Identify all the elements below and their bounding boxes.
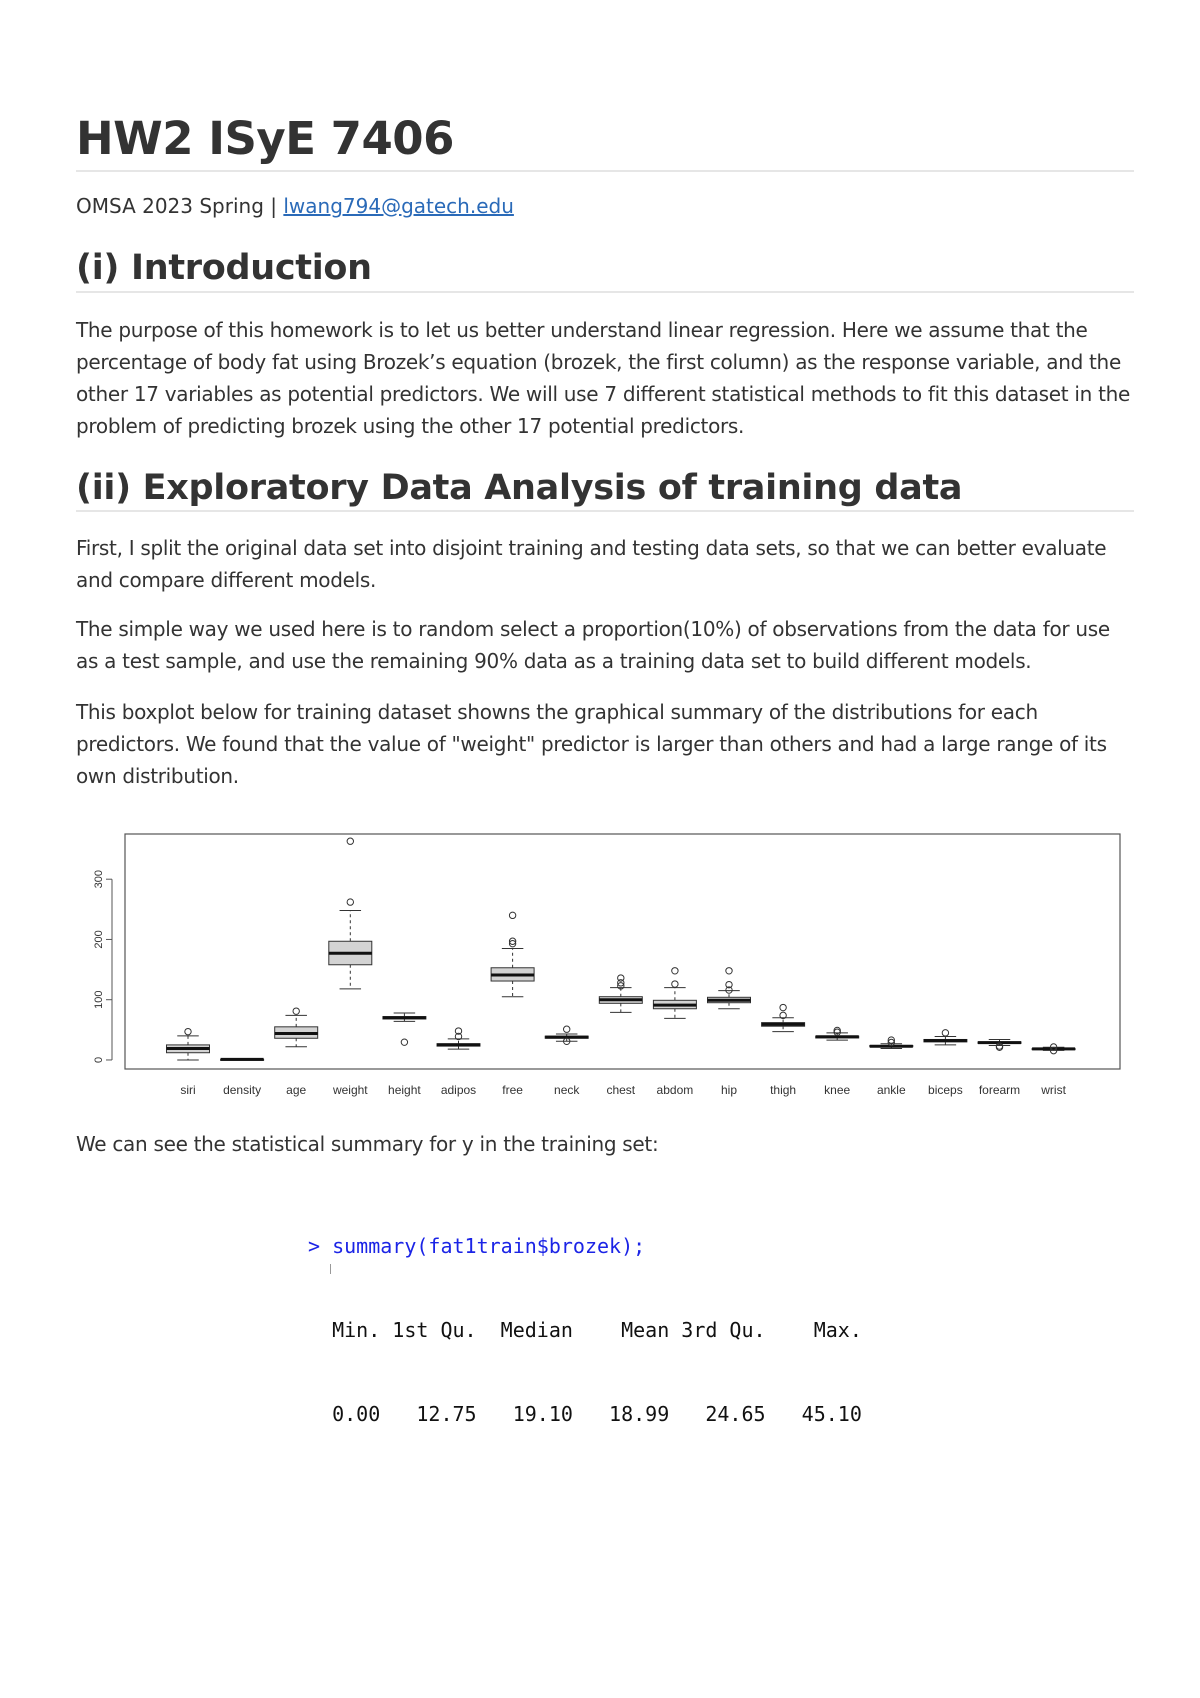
x-tick-label: biceps bbox=[928, 1083, 963, 1097]
box-knee bbox=[816, 1027, 859, 1040]
box-wrist bbox=[1032, 1044, 1075, 1054]
x-tick-label: thigh bbox=[770, 1083, 797, 1097]
x-axis-labels bbox=[180, 1083, 1066, 1097]
box-chest bbox=[599, 975, 642, 1013]
box-forearm bbox=[978, 1039, 1021, 1050]
x-tick-label: knee bbox=[824, 1083, 851, 1097]
outlier-point bbox=[672, 981, 678, 987]
box-weight bbox=[329, 838, 372, 989]
x-tick-label: weight bbox=[332, 1083, 368, 1097]
outlier-point bbox=[347, 838, 353, 844]
outlier-point bbox=[942, 1030, 948, 1036]
outlier-point bbox=[672, 968, 678, 974]
outlier-point bbox=[564, 1026, 570, 1032]
r-command: > summary(fat1train$brozek); bbox=[308, 1234, 646, 1258]
box-abdom bbox=[653, 968, 696, 1019]
outlier-point bbox=[726, 968, 732, 974]
box-ankle bbox=[870, 1037, 913, 1049]
box-adipos bbox=[437, 1028, 480, 1049]
outlier-point bbox=[347, 899, 353, 905]
course-term: OMSA 2023 Spring | bbox=[76, 194, 284, 218]
eda-paragraph-boxplot: This boxplot below for training dataset showns the graphical summary of the distributions for each predictors. We found that the value of "weight" predictor is larger than others and had a large range of its own distribution. bbox=[76, 700, 1107, 788]
box-hip bbox=[708, 968, 751, 1009]
section-heading-introduction: (i) Introduction bbox=[76, 248, 372, 288]
summary-intro-text: We can see the statistical summary for y in the training set: bbox=[76, 1132, 659, 1156]
outlier-point bbox=[185, 1028, 191, 1034]
section-divider bbox=[76, 510, 1134, 512]
y-tick-label: 0 bbox=[93, 1056, 105, 1064]
x-tick-label: chest bbox=[606, 1083, 636, 1097]
console-cursor bbox=[330, 1264, 331, 1274]
eda-paragraph-split: First, I split the original data set into disjoint training and testing data sets, so that we can better evaluate and compare different models. bbox=[76, 536, 1107, 592]
y-tick-label: 200 bbox=[93, 930, 105, 949]
outlier-point bbox=[401, 1039, 407, 1045]
y-tick-label: 300 bbox=[93, 870, 105, 889]
x-tick-label: forearm bbox=[978, 1083, 1021, 1097]
outlier-point bbox=[293, 1008, 299, 1014]
x-tick-label: siri bbox=[180, 1083, 196, 1097]
boxplot-chart bbox=[86, 824, 1136, 1104]
x-tick-label: neck bbox=[554, 1083, 580, 1097]
x-tick-label: height bbox=[388, 1083, 421, 1097]
box-free bbox=[491, 912, 534, 997]
outlier-point bbox=[780, 1004, 786, 1010]
section-divider bbox=[76, 291, 1134, 293]
x-tick-label: hip bbox=[720, 1083, 738, 1097]
x-tick-label: wrist bbox=[1041, 1083, 1066, 1097]
box-biceps bbox=[924, 1030, 967, 1045]
x-tick-label: ankle bbox=[876, 1083, 906, 1097]
summary-header-row: Min. 1st Qu. Median Mean 3rd Qu. Max. bbox=[308, 1318, 862, 1342]
box-thigh bbox=[762, 1004, 805, 1031]
r-console-output bbox=[308, 1176, 862, 1484]
box-height bbox=[383, 1013, 426, 1045]
y-axis bbox=[93, 870, 112, 1063]
x-tick-label: adipos bbox=[440, 1083, 477, 1097]
x-tick-label: abdom bbox=[656, 1083, 694, 1097]
box-siri bbox=[167, 1028, 210, 1060]
title-divider bbox=[76, 170, 1134, 172]
outlier-point bbox=[618, 975, 624, 981]
page-title: HW2 ISyE 7406 bbox=[76, 112, 454, 165]
eda-paragraph-sampling: The simple way we used here is to random select a proportion(10%) of observations from the data for use as a test sample, and use the remaining 90% data as a training data set to build different models. bbox=[76, 617, 1110, 673]
intro-paragraph: The purpose of this homework is to let us better understand linear regression. Here we assume that the percentage of body fat using Brozek’s equation (brozek, the first column) as the response variable, and the other 17 variables as potential predictors. We will use 7 different statistical methods to fit this dataset in the problem of predicting brozek using the other 17 potential predictors. bbox=[76, 318, 1131, 438]
section-heading-eda: (ii) Exploratory Data Analysis of training data bbox=[76, 468, 963, 508]
x-tick-label: free bbox=[502, 1083, 523, 1097]
email-link[interactable]: lwang794@gatech.edu bbox=[283, 194, 514, 218]
y-tick-label: 100 bbox=[93, 990, 105, 1009]
box-age bbox=[275, 1008, 318, 1047]
author-meta bbox=[76, 194, 514, 218]
box-density bbox=[221, 1059, 264, 1060]
x-tick-label: density bbox=[223, 1083, 262, 1097]
boxes-layer bbox=[167, 838, 1076, 1060]
summary-value-row: 0.00 12.75 19.10 18.99 24.65 45.10 bbox=[308, 1402, 862, 1426]
box-neck bbox=[545, 1026, 588, 1044]
x-tick-label: age bbox=[286, 1083, 307, 1097]
outlier-point bbox=[509, 912, 515, 918]
